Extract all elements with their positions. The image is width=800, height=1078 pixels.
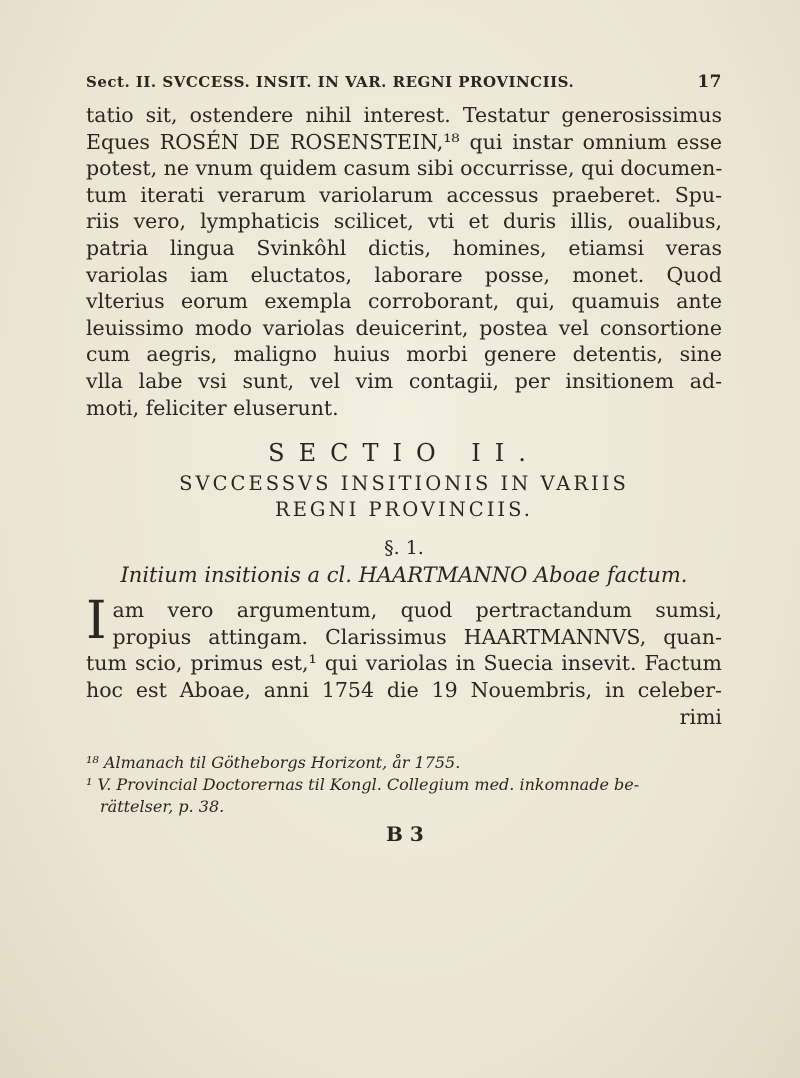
paragraph-mark: §. 1. — [384, 537, 424, 560]
footnote: ¹ V. Provincial Doctorernas til Kongl. Collegium med. inkomnade be- — [86, 775, 640, 795]
text-line: Eques ROSÉN DE ROSENSTEIN,¹⁸ qui instar omnium esse — [86, 129, 722, 154]
text-line: tatio sit, ostendere nihil interest. Testatur generosissimus — [86, 103, 722, 127]
running-head-title: Sect. II. SVCCESS. INSIT. IN VAR. REGNI PROVINCIIS. — [86, 73, 575, 91]
text-line: patria lingua Svinkôhl dictis, homines, etiamsi veras — [86, 235, 722, 260]
section-title-line-2: REGNI PROVINCIIS. — [275, 498, 533, 522]
section-heading: SECTIO II. — [268, 439, 540, 468]
running-head — [86, 72, 722, 92]
footnotes — [86, 752, 722, 818]
text-line: variolas iam eluctatos, laborare posse, monet. Quod — [86, 262, 722, 287]
text-line: tum scio, primus est,¹ qui variolas in Suecia insevit. Factum — [86, 651, 722, 676]
page-content — [86, 72, 722, 846]
text-line: vlterius eorum exempla corroborant, qui, quamuis ante — [86, 289, 722, 314]
text-line: propius attingam. Clarissimus HAARTMANNVS, quan- — [112, 624, 722, 649]
text-line: hoc est Aboae, anni 1754 die 19 Nouembris, in celeber- — [86, 677, 722, 702]
text-line: cum aegris, maligno huius morbi genere detentis, sine — [86, 342, 722, 367]
section-subtitle: Initium insitionis a cl. HAARTMANNO Aboae factum. — [120, 563, 688, 588]
text-line: vlla labe vsi sunt, vel vim contagii, per insitionem ad- — [86, 368, 722, 393]
text-line: leuissimo modo variolas deuicerint, postea vel consortione — [86, 315, 722, 340]
paragraph-2 — [86, 591, 722, 730]
text-line: tum iterati verarum variolarum accessus praeberet. Spu- — [86, 182, 722, 207]
text-line: moti, feliciter eluserunt. — [86, 395, 339, 420]
drop-cap: I — [86, 591, 107, 652]
text-line: potest, ne vnum quidem casum sibi occurrisse, qui documen- — [86, 156, 723, 181]
footnote: ¹⁸ Almanach til Götheborgs Horizont, år 1755. — [86, 753, 461, 773]
text-line: am vero argumentum, quod pertractandum sumsi, — [112, 598, 722, 623]
signature-mark: B 3 — [386, 822, 424, 847]
text-line: rimi — [679, 704, 722, 729]
text-line: riis vero, lymphaticis scilicet, vti et duris illis, oualibus, — [86, 209, 722, 234]
page-number: 17 — [697, 72, 722, 92]
section-title-line-1: SVCCESSVS INSITIONIS IN VARIIS — [179, 472, 629, 496]
footnote: rättelser, p. 38. — [100, 797, 225, 817]
paragraph-1 — [86, 102, 722, 421]
